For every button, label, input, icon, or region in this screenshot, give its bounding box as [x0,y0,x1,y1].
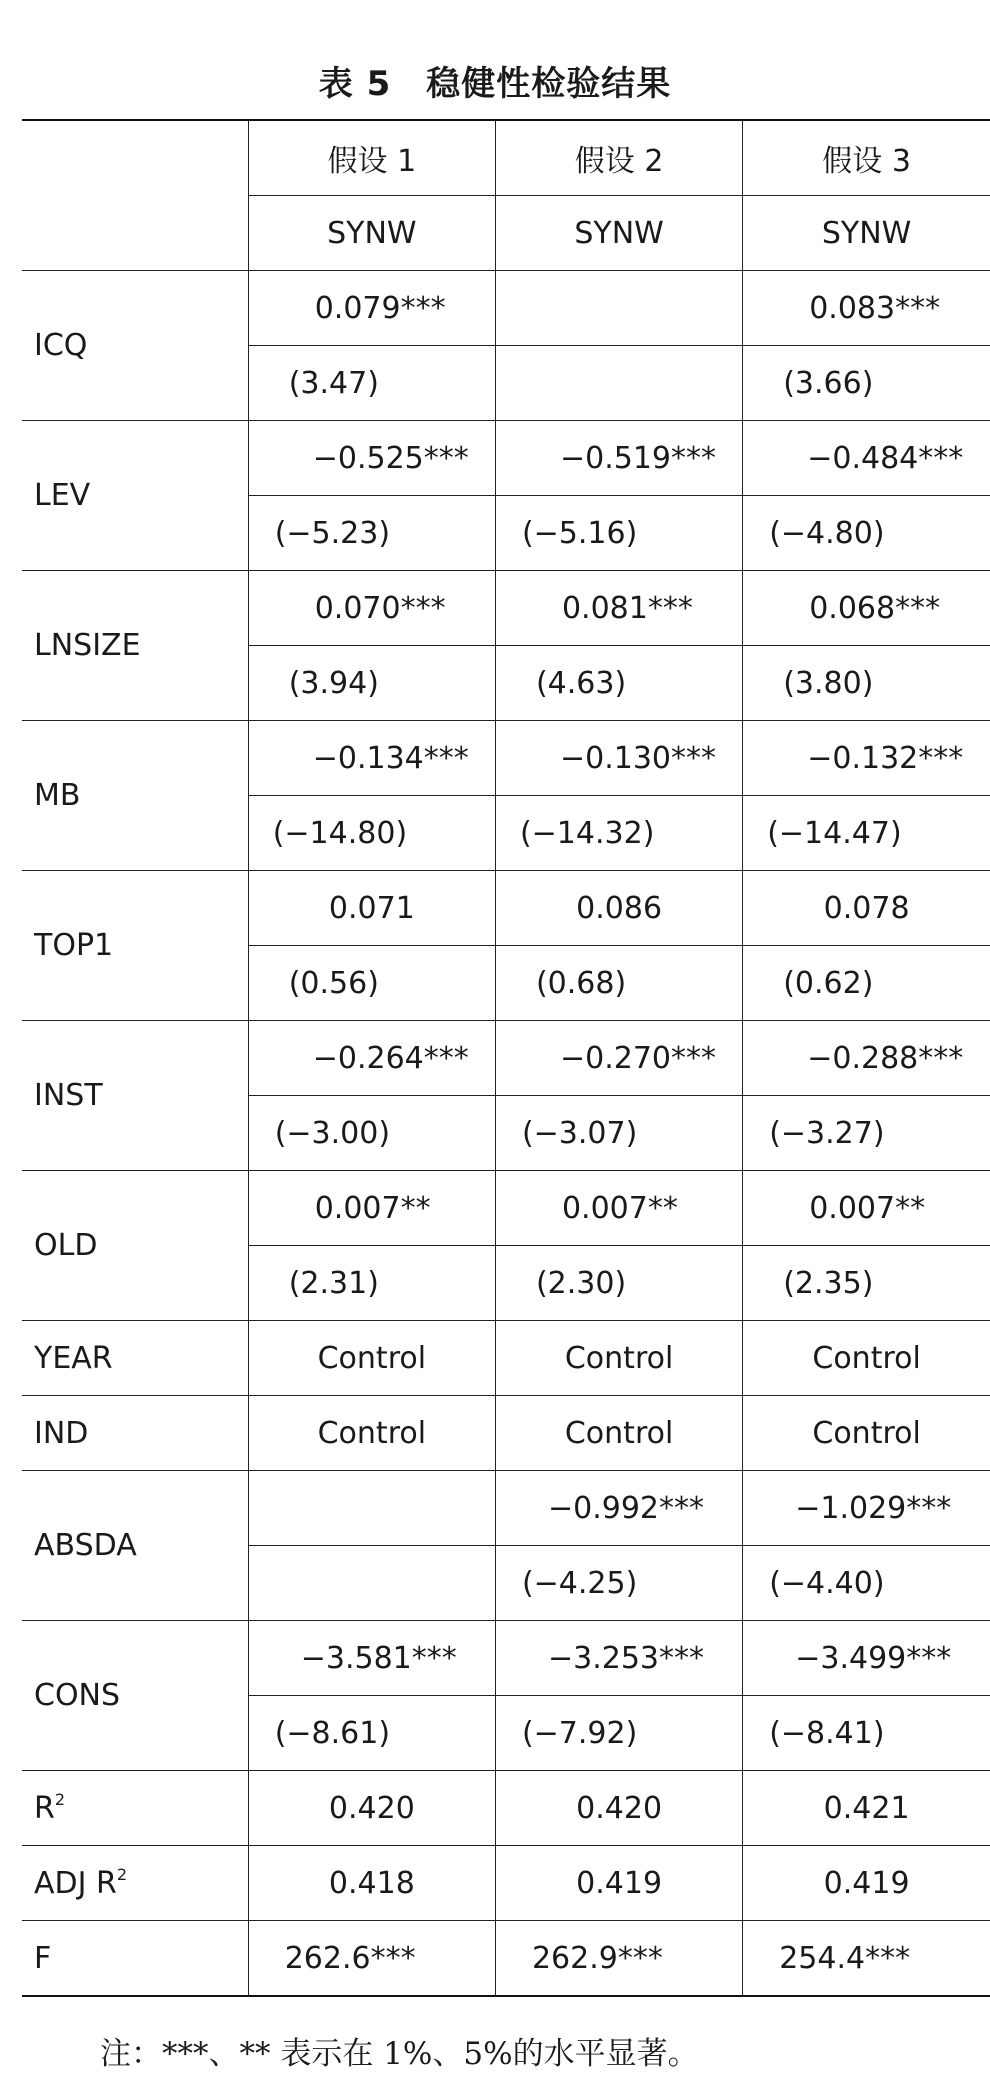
stat-cell: 0.419 [495,1846,742,1921]
tstat-cell: (−4.80) [743,496,990,571]
coef-cell: 0.081*** [495,571,742,646]
row-variable: LNSIZE [22,571,248,721]
tstat-cell: (2.30) [495,1246,742,1321]
table-note: 注：***、** 表示在 1%、5%的水平显著。 [100,2036,699,2072]
tstat-cell: (−14.32) [495,796,742,871]
control-cell: Control [248,1396,495,1471]
coef-cell: −0.519*** [495,421,742,496]
table-row [22,571,990,646]
tstat-cell: (−5.23) [248,496,495,571]
header-row-models [22,120,990,196]
stat-cell: 0.420 [248,1771,495,1846]
control-cell: Control [495,1396,742,1471]
tstat-cell: (3.94) [248,646,495,721]
coef-cell: 0.007** [248,1171,495,1246]
stat-cell: 0.421 [743,1771,990,1846]
control-cell: Control [495,1321,742,1396]
header-model: 假设 3 [743,120,990,196]
row-variable: ICQ [22,271,248,421]
table-row [22,1621,990,1696]
coef-cell [495,271,742,346]
table-row [22,271,990,346]
tstat-cell: (0.68) [495,946,742,1021]
stat-cell: 262.6*** [248,1921,495,1997]
coef-cell: 0.007** [743,1171,990,1246]
row-variable: ABSDA [22,1471,248,1621]
coef-cell: −0.134*** [248,721,495,796]
row-variable: $R^2$ [22,1771,248,1846]
tstat-cell: (−8.41) [743,1696,990,1771]
row-variable: MB [22,721,248,871]
table-row [22,421,990,496]
coef-cell [248,1471,495,1546]
tstat-cell: (0.56) [248,946,495,1021]
coef-cell: −1.029*** [743,1471,990,1546]
header-dependent: SYNW [248,196,495,271]
coef-cell: 0.071 [248,871,495,946]
tstat-cell: (−7.92) [495,1696,742,1771]
table-row [22,1921,990,1997]
coef-cell: −3.253*** [495,1621,742,1696]
row-variable: YEAR [22,1321,248,1396]
coef-cell: −0.130*** [495,721,742,796]
tstat-cell: (−5.16) [495,496,742,571]
superscript: 2 [116,1864,128,1884]
coef-cell: 0.079*** [248,271,495,346]
table-row [22,1321,990,1396]
tstat-cell: (3.47) [248,346,495,421]
table-row [22,871,990,946]
tstat-cell: (−3.27) [743,1096,990,1171]
stat-cell: 0.419 [743,1846,990,1921]
superscript: 2 [54,1789,66,1809]
row-variable: CONS [22,1621,248,1771]
table-row [22,1846,990,1921]
header-model: 假设 2 [495,120,742,196]
tstat-cell: (2.31) [248,1246,495,1321]
stat-cell: 262.9*** [495,1921,742,1997]
tstat-cell [495,346,742,421]
table-row [22,1471,990,1546]
header-dependent: SYNW [495,196,742,271]
tstat-cell: (0.62) [743,946,990,1021]
row-variable: TOP1 [22,871,248,1021]
stat-cell: 254.4*** [743,1921,990,1997]
coef-cell: −3.499*** [743,1621,990,1696]
row-variable: OLD [22,1171,248,1321]
tstat-cell: (−14.47) [743,796,990,871]
header-corner [22,120,248,271]
control-cell: Control [248,1321,495,1396]
tstat-cell: (−8.61) [248,1696,495,1771]
row-variable: IND [22,1396,248,1471]
table-row [22,1171,990,1246]
stat-cell: 0.420 [495,1771,742,1846]
coef-cell: −3.581*** [248,1621,495,1696]
tstat-cell: (−4.40) [743,1546,990,1621]
table-row [22,1021,990,1096]
table-row [22,1396,990,1471]
coef-cell: −0.264*** [248,1021,495,1096]
coef-cell: 0.083*** [743,271,990,346]
coef-cell: 0.007** [495,1171,742,1246]
table-row [22,721,990,796]
row-variable: F [22,1921,248,1997]
coef-cell: 0.078 [743,871,990,946]
coef-cell: −0.484*** [743,421,990,496]
control-cell: Control [743,1396,990,1471]
coef-cell: −0.288*** [743,1021,990,1096]
row-variable: LEV [22,421,248,571]
tstat-cell [248,1546,495,1621]
tstat-cell: (3.80) [743,646,990,721]
tstat-cell: (−3.07) [495,1096,742,1171]
tstat-cell: (4.63) [495,646,742,721]
coef-cell: −0.525*** [248,421,495,496]
stat-cell: 0.418 [248,1846,495,1921]
coef-cell: 0.070*** [248,571,495,646]
tstat-cell: (−14.80) [248,796,495,871]
row-variable: ADJ $R^2$ [22,1846,248,1921]
tstat-cell: (−3.00) [248,1096,495,1171]
table-title: 表 5 稳健性检验结果 [318,64,672,104]
coef-cell: −0.132*** [743,721,990,796]
tstat-cell: (2.35) [743,1246,990,1321]
coef-cell: −0.270*** [495,1021,742,1096]
tstat-cell: (3.66) [743,346,990,421]
control-cell: Control [743,1321,990,1396]
header-model: 假设 1 [248,120,495,196]
row-variable: INST [22,1021,248,1171]
coef-cell: 0.068*** [743,571,990,646]
coef-cell: −0.992*** [495,1471,742,1546]
coef-cell: 0.086 [495,871,742,946]
table-row [22,1771,990,1846]
header-dependent: SYNW [743,196,990,271]
tstat-cell: (−4.25) [495,1546,742,1621]
robustness-table [22,119,990,1997]
